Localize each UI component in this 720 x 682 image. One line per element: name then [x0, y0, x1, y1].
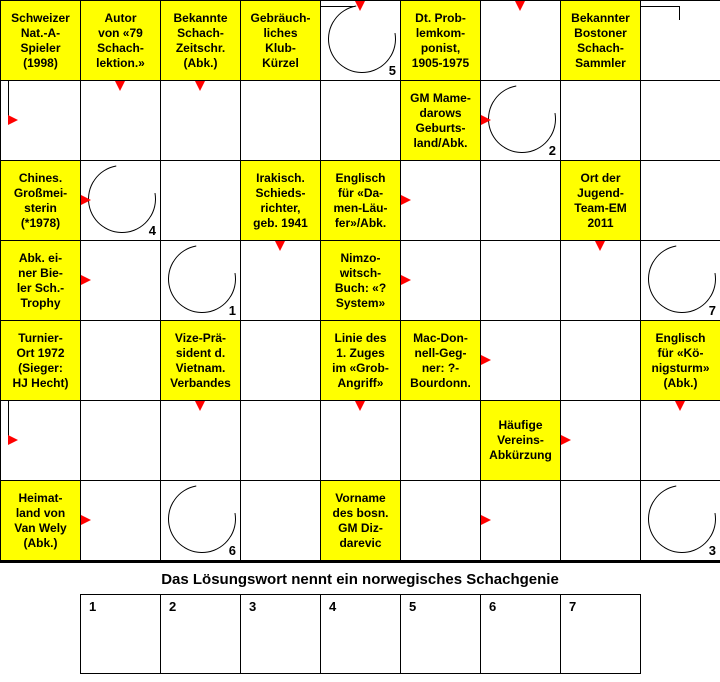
arrow-right-icon: [401, 195, 411, 205]
arrow-right-icon: [81, 515, 91, 525]
circle-number: 7: [708, 303, 716, 318]
solution-box[interactable]: [400, 594, 481, 674]
clue-text: Bekannte Schach- Zeitschr. (Abk.): [173, 10, 228, 70]
answer-cell[interactable]: [400, 160, 481, 241]
answer-cell[interactable]: [240, 480, 321, 561]
answer-cell[interactable]: [480, 480, 561, 561]
circle-number: 3: [708, 543, 716, 558]
clue-text: GM Mame- darows Geburts- land/Abk.: [410, 90, 471, 150]
clue-cell: [320, 160, 401, 241]
clue-cell: [0, 0, 81, 81]
arrow-down-icon: [595, 241, 605, 251]
answer-cell[interactable]: [320, 80, 401, 161]
clue-cell: [560, 160, 641, 241]
answer-cell[interactable]: [240, 240, 321, 321]
answer-cell[interactable]: [80, 400, 161, 481]
answer-cell[interactable]: [480, 320, 561, 401]
clue-text: Heimat- land von Van Wely (Abk.): [14, 490, 67, 550]
arrow-stem: [679, 6, 680, 20]
answer-cell[interactable]: [560, 320, 641, 401]
clue-cell: [480, 400, 561, 481]
clue-text: Chines. Großmei- sterin (*1978): [13, 170, 68, 230]
clue-cell: [0, 480, 81, 561]
arrow-right-icon: [561, 435, 571, 445]
arrow-down-icon: [515, 1, 525, 11]
solution-slot-number: 2: [169, 599, 177, 614]
arrow-down-icon: [115, 81, 125, 91]
answer-cell[interactable]: [480, 0, 561, 81]
solution-box[interactable]: [80, 594, 161, 674]
answer-cell[interactable]: [640, 80, 720, 161]
clue-text: Bekannter Bostoner Schach- Sammler: [571, 10, 630, 70]
answer-cell[interactable]: [80, 240, 161, 321]
answer-cell[interactable]: [240, 80, 321, 161]
arrow-right-icon: [81, 275, 91, 285]
clue-cell: [160, 0, 241, 81]
arrow-right-icon: [481, 115, 491, 125]
arrow-down-icon: [355, 1, 365, 11]
answer-cell[interactable]: [160, 160, 241, 241]
answer-cell[interactable]: [560, 400, 641, 481]
clue-cell: [0, 240, 81, 321]
answer-cell[interactable]: [320, 400, 401, 481]
answer-cell[interactable]: [160, 80, 241, 161]
clue-cell: [80, 0, 161, 81]
clue-cell: [320, 240, 401, 321]
circle-number: 6: [228, 543, 236, 558]
answer-cell[interactable]: [80, 480, 161, 561]
arrow-stem: [321, 6, 355, 7]
circle-marker: [635, 232, 720, 327]
clue-text: Vorname des bosn. GM Diz- darevic: [332, 490, 389, 550]
clue-text: Turnier- Ort 1972 (Sieger: HJ Hecht): [12, 330, 69, 390]
answer-cell[interactable]: [640, 400, 720, 481]
clue-text: Englisch für «Kö- nigsturm» (Abk.): [651, 330, 710, 390]
clue-text: Gebräuch- liches Klub- Kürzel: [250, 10, 311, 70]
arrow-stem: [8, 401, 9, 439]
clue-text: Mac-Don- nell-Geg- ner: ?- Bourdonn.: [410, 330, 471, 390]
answer-cell[interactable]: [400, 480, 481, 561]
arrow-down-icon: [195, 81, 205, 91]
solution-box[interactable]: [240, 594, 321, 674]
solution-slot-number: 6: [489, 599, 497, 614]
circle-number: 4: [148, 223, 156, 238]
clue-text: Abk. ei- ner Bie- ler Sch.- Trophy: [16, 250, 65, 310]
answer-cell[interactable]: [400, 240, 481, 321]
clue-text: Häufige Vereins- Abkürzung: [489, 418, 552, 462]
answer-cell[interactable]: [240, 320, 321, 401]
clue-cell: [400, 80, 481, 161]
clue-cell: [640, 320, 720, 401]
clue-cell: [0, 320, 81, 401]
answer-cell[interactable]: [640, 480, 720, 561]
answer-cell[interactable]: [160, 400, 241, 481]
solution-slot-number: 7: [569, 599, 577, 614]
clue-cell: [320, 480, 401, 561]
clue-cell: [240, 160, 321, 241]
answer-cell[interactable]: [240, 400, 321, 481]
solution-box[interactable]: [160, 594, 241, 674]
clue-text: Dt. Prob- lemkom- ponist, 1905-1975: [411, 10, 470, 70]
circle-marker: [635, 472, 720, 567]
solution-slot-number: 4: [329, 599, 337, 614]
arrow-right-icon: [81, 195, 91, 205]
answer-cell[interactable]: [400, 400, 481, 481]
circle-number: 5: [388, 63, 396, 78]
answer-cell[interactable]: [80, 160, 161, 241]
clue-text: Autor von «79 Schach- lektion.»: [96, 10, 145, 70]
answer-cell[interactable]: [160, 240, 241, 321]
arrow-right-icon: [8, 115, 18, 125]
solution-box[interactable]: [480, 594, 561, 674]
arrow-right-icon: [481, 515, 491, 525]
answer-cell[interactable]: [80, 80, 161, 161]
solution-box[interactable]: [560, 594, 641, 674]
solution-slot-number: 5: [409, 599, 417, 614]
answer-cell[interactable]: [560, 480, 641, 561]
clue-cell: [160, 320, 241, 401]
clue-text: Schweizer Nat.-A- Spieler (1998): [11, 10, 70, 70]
clue-text: Linie des 1. Zuges im «Grob- Angriff»: [332, 330, 389, 390]
arrow-down-icon: [195, 401, 205, 411]
arrow-right-icon: [401, 275, 411, 285]
answer-cell[interactable]: [640, 160, 720, 241]
clue-cell: [0, 160, 81, 241]
answer-cell[interactable]: [640, 0, 720, 81]
clue-cell: [560, 0, 641, 81]
answer-cell[interactable]: [160, 480, 241, 561]
answer-cell[interactable]: [320, 0, 401, 81]
arrow-stem: [8, 81, 9, 119]
solution-title: Das Lösungswort nennt ein norwegisches Schachgenie: [161, 571, 559, 588]
arrow-down-icon: [675, 401, 685, 411]
clue-text: Ort der Jugend- Team-EM 2011: [574, 170, 627, 230]
answer-cell[interactable]: [480, 240, 561, 321]
solution-slot-number: 1: [89, 599, 97, 614]
clue-cell: [320, 320, 401, 401]
arrow-right-icon: [481, 355, 491, 365]
solution-boxes: [80, 594, 641, 674]
answer-cell[interactable]: [560, 240, 641, 321]
circle-number: 2: [548, 143, 556, 158]
solution-slot-number: 3: [249, 599, 257, 614]
answer-cell[interactable]: [640, 240, 720, 321]
answer-cell[interactable]: [80, 320, 161, 401]
arrow-stem: [641, 6, 679, 7]
arrow-down-icon: [275, 241, 285, 251]
clue-text: Nimzo- witsch- Buch: «? System»: [334, 250, 387, 310]
answer-cell[interactable]: [560, 80, 641, 161]
clue-text: Irakisch. Schieds- richter, geb. 1941: [253, 170, 308, 230]
answer-cell[interactable]: [480, 160, 561, 241]
answer-cell[interactable]: [480, 80, 561, 161]
circle-number: 1: [228, 303, 236, 318]
clue-cell: [400, 0, 481, 81]
separator-line: [0, 560, 720, 563]
arrow-right-icon: [8, 435, 18, 445]
solution-box[interactable]: [320, 594, 401, 674]
clue-cell: [400, 320, 481, 401]
clue-text: Englisch für «Da- men-Läu- fer»/Abk.: [333, 170, 388, 230]
clue-cell: [240, 0, 321, 81]
arrow-down-icon: [355, 401, 365, 411]
clue-text: Vize-Prä- sident d. Vietnam. Verbandes: [170, 330, 231, 390]
